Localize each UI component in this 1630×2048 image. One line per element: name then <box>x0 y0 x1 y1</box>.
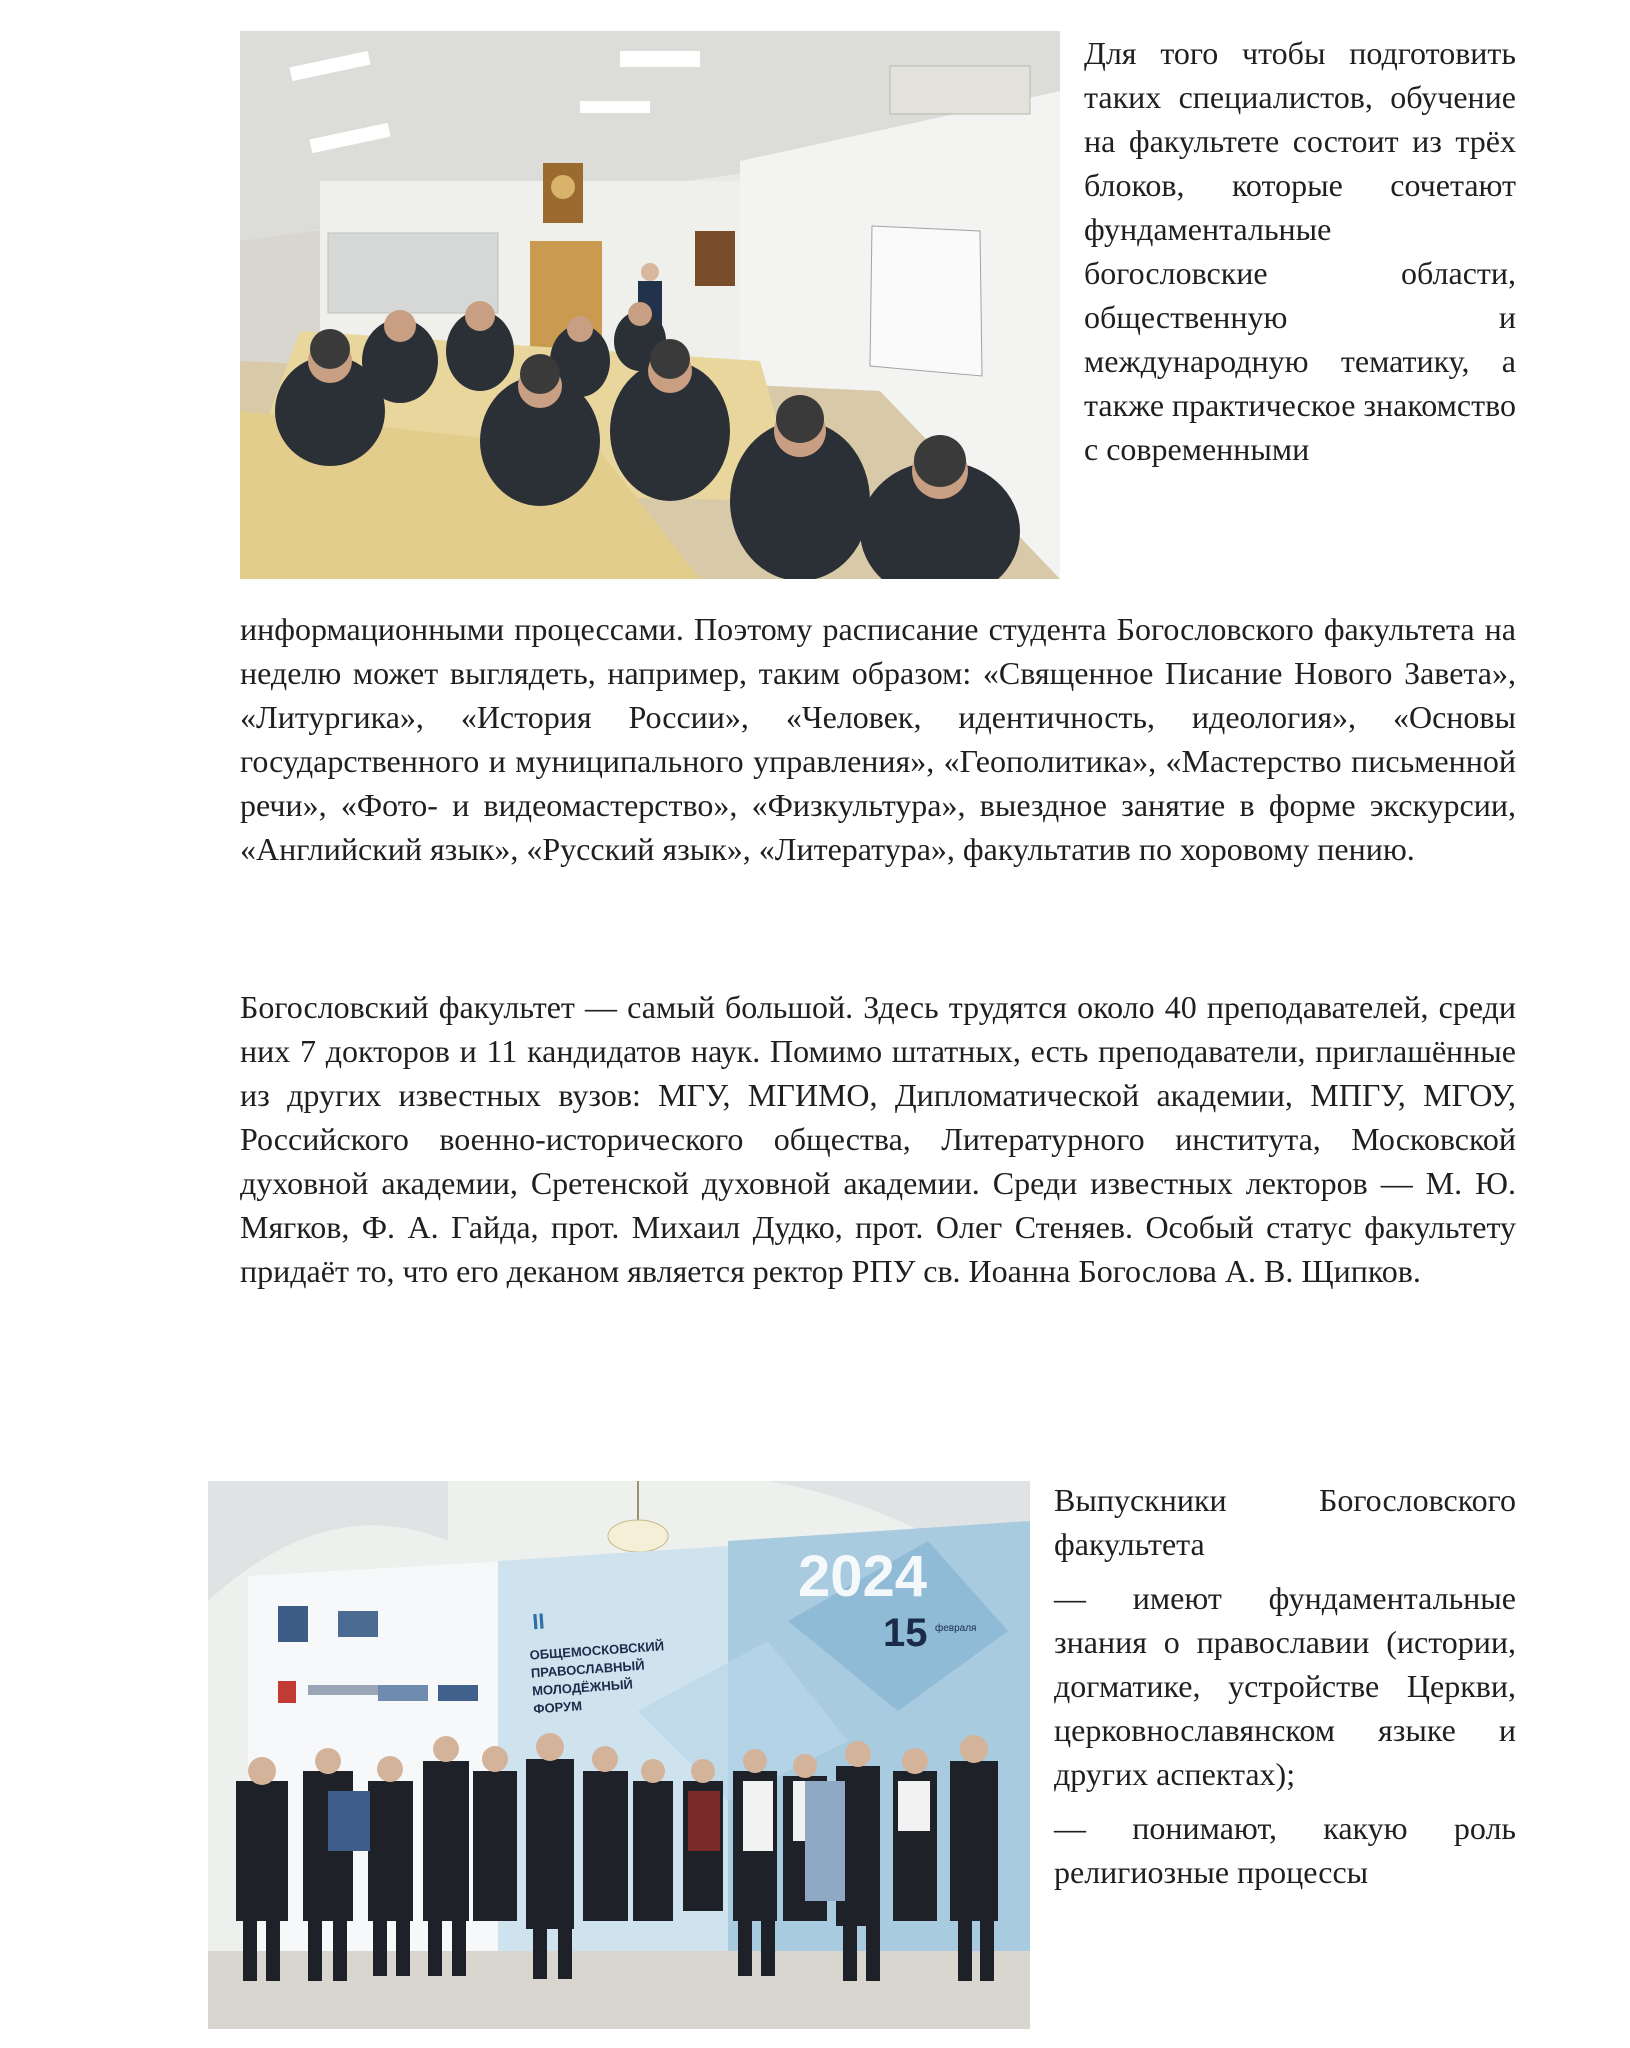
intro-side-text <box>1084 31 1516 471</box>
graduates-heading: Выпускники Богословского факультета <box>1054 1482 1516 1562</box>
intro-side-paragraph: Для того чтобы подготовить таких специалистов, обучение на факультете состоит из трёх блоков, которые сочетают фундаментальные богословские области, общественную и международную тематику, а также практическое знакомство с современными <box>1084 35 1516 467</box>
graduates-item-1: — имеют фундаментальные знания о православии (истории, догматике, устройстве Церкви, церковнославянском языке и других аспектах); <box>1054 1580 1516 1792</box>
classroom-photo <box>240 31 1060 579</box>
banner-title-line3: МОЛОДЁЖНЫЙ <box>531 1676 634 1699</box>
banner-title-line1: ОБЩЕМОСКОВСКИЙ <box>529 1638 665 1663</box>
banner-day: 15 <box>883 1611 928 1655</box>
banner-month: февраля <box>935 1623 977 1634</box>
graduates-item-2: — понимают, какую роль религиозные процессы <box>1054 1810 1516 1890</box>
forum-group-photo <box>208 1481 1030 2029</box>
banner-title-line4: ФОРУМ <box>532 1698 583 1717</box>
banner-year: 2024 <box>798 1544 928 1609</box>
faculty-paragraph: Богословский факультет — самый большой. Здесь трудятся около 40 преподавателей, среди них 7 докторов и 11 кандидатов наук. Помимо штатных, есть преподаватели, приглашённые из других известных вузов: МГУ, МГИМО, Дипломатической академии, МПГУ, МГОУ, Российского военно-исторического общества, Литературного института, Московской духовной академии, Сретенской духовной академии. Среди известных лекторов — М. Ю. Мягков, Ф. А. Гайда, прот. Михаил Дудко, прот. Олег Стеняев. Особый статус факультету придаёт то, что его деканом является ректор РПУ св. Иоанна Богослова А. В. Щипков. <box>240 989 1516 1289</box>
banner-title-line2: ПРАВОСЛАВНЫЙ <box>530 1657 646 1681</box>
schedule-paragraph: информационными процессами. Поэтому расписание студента Богословского факультета на неделю может выглядеть, например, таким образом: «Священное Писание Нового Завета», «Литургика», «История России», «Человек, идентичность, идеология», «Основы государственного и муниципального управления», «Геополитика», «Мастерство письменной речи», «Фото- и видеомастерство», «Физкультура», выездное занятие в форме экскурсии, «Английский язык», «Русский язык», «Литература», факультатив по хоровому пению. <box>240 611 1516 867</box>
graduates-side-text <box>1054 1478 1516 1904</box>
banner-numeral: II <box>531 1608 546 1635</box>
